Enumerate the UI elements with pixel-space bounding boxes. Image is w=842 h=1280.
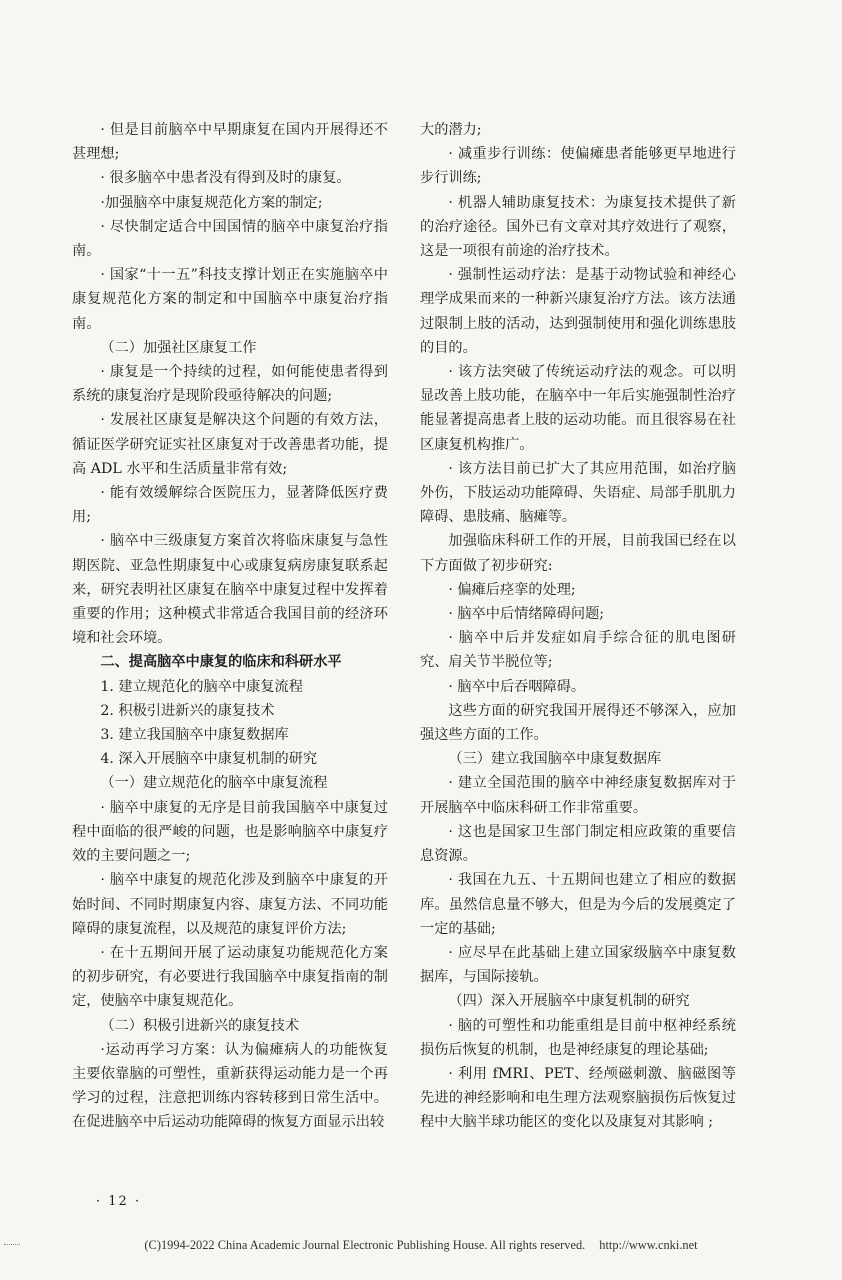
paragraph: ·加强脑卒中康复规范化方案的制定; [100, 194, 323, 211]
paragraph: · 但是目前脑卒中早期康复在国内开展得还不甚理想; [72, 122, 388, 163]
copyright-footer [0, 1238, 842, 1253]
paragraph: · 机器人辅助康复技术：为康复技术提供了新的治疗途径。国外已有文章对其疗效进行了观察，这是一项很有前途的治疗技术。 [420, 194, 736, 260]
paragraph: · 该方法突破了传统运动疗法的观念。可以明显改善上肢功能，在脑卒中一年后实施强制性治疗能显著提高患者上肢的运动功能。而且很容易在社区康复机构推广。 [420, 364, 736, 453]
paragraph: 1. 建立规范化的脑卒中康复流程 [100, 678, 303, 695]
paragraph: · 脑的可塑性和功能重组是目前中枢神经系统损伤后恢复的机制，也是神经康复的理论基础; [420, 1017, 736, 1058]
paragraph: · 我国在九五、十五期间也建立了相应的数据库。虽然信息量不够大，但是为今后的发展奠定了一定的基础; [420, 872, 736, 937]
right-column [420, 118, 736, 1135]
paragraph: 这些方面的研究我国开展得还不够深入，应加强这些方面的工作。 [420, 702, 736, 744]
paragraph: （一）建立规范化的脑卒中康复流程 [100, 775, 328, 792]
paragraph: · 脑卒中康复的无序是目前我国脑卒中康复过程中面临的很严峻的问题，也是影响脑卒中康复疗效的主要问题之一; [72, 799, 388, 865]
left-column [72, 118, 388, 1135]
paragraph: 2. 积极引进新兴的康复技术 [100, 702, 275, 719]
paragraph: · 很多脑卒中患者没有得到及时的康复。 [100, 170, 351, 187]
paragraph: · 偏瘫后痉挛的处理; [448, 581, 576, 598]
paragraph: · 国家“十一五”科技支撑计划正在实施脑卒中康复规范化方案的制定和中国脑卒中康复治疗指南。 [72, 267, 388, 332]
paragraph: 4. 深入开展脑卒中康复机制的研究 [100, 751, 318, 768]
paragraph: 加强临床科研工作的开展，目前我国已经在以下方面做了初步研究: [420, 533, 736, 574]
paragraph: · 康复是一个持续的过程，如何能使患者得到系统的康复治疗是现阶段亟待解决的问题; [72, 364, 388, 405]
paragraph: · 脑卒中康复的规范化涉及到脑卒中康复的开始时间、不同时期康复内容、康复方法、不同功能障碍的康复流程，以及规范的康复评价方法; [72, 872, 388, 937]
paragraph: · 减重步行训练：使偏瘫患者能够更早地进行步行训练; [420, 146, 736, 187]
paragraph: 3. 建立我国脑卒中康复数据库 [100, 727, 289, 744]
paragraph: （三）建立我国脑卒中康复数据库 [448, 751, 662, 768]
paragraph: · 发展社区康复是解决这个问题的有效方法，循证医学研究证实社区康复对于改善患者功能，提高 ADL 水平和生活质量非常有效; [72, 412, 388, 477]
scan-edge-mark [4, 1244, 20, 1247]
paragraph: · 强制性运动疗法：是基于动物试验和神经心理学成果而来的一种新兴康复治疗方法。该方法通过限制上肢的活动，达到强制使用和强化训练患肢的目的。 [420, 267, 736, 356]
footer-url: http://www.cnki.net [599, 1238, 698, 1252]
paragraph: ·运动再学习方案：认为偏瘫病人的功能恢复主要依靠脑的可塑性，重新获得运动能力是一个再学习的过程，注意把训练内容转移到日常生活中。在促进脑卒中后运动功能障碍的恢复方面显示出较 [72, 1041, 388, 1131]
paragraph: · 脑卒中后并发症如肩手综合征的肌电图研究、肩关节半脱位等; [420, 630, 736, 671]
paragraph: · 建立全国范围的脑卒中神经康复数据库对于开展脑卒中临床科研工作非常重要。 [420, 775, 736, 816]
paragraph: （二）加强社区康复工作 [100, 339, 257, 356]
paragraph: （四）深入开展脑卒中康复机制的研究 [448, 993, 690, 1010]
paragraph: · 这也是国家卫生部门制定相应政策的重要信息资源。 [420, 823, 736, 865]
section-heading: 二、提高脑卒中康复的临床和科研水平 [100, 654, 342, 671]
paragraph: （二）积极引进新兴的康复技术 [100, 1017, 300, 1034]
paragraph: 大的潜力; [420, 122, 482, 138]
paragraph: · 该方法目前已扩大了其应用范围，如治疗脑外伤，下肢运动功能障碍、失语症、局部手肌肌力障碍、患肢痛、脑瘫等。 [420, 460, 736, 526]
copyright-text: (C)1994-2022 China Academic Journal Electronic Publishing House. All rights reserved. [144, 1238, 586, 1252]
paragraph: · 脑卒中后情绪障碍问题; [448, 606, 605, 623]
paragraph: · 能有效缓解综合医院压力，显著降低医疗费用; [72, 485, 388, 526]
paragraph: · 脑卒中后吞咽障碍。 [448, 678, 586, 695]
paragraph: · 利用 fMRI、PET、经颅磁刺激、脑磁图等先进的神经影响和电生理方法观察脑损伤后恢复过程中大脑半球功能区的变化以及康复对其影响 ; [420, 1065, 736, 1131]
paragraph: · 脑卒中三级康复方案首次将临床康复与急性期医院、亚急性期康复中心或康复病房康复联系起来，研究表明社区康复在脑卒中康复过程中发挥着重要的作用；这种模式非常适合我国目前的经济环境和社会环境。 [72, 533, 388, 647]
paragraph: · 尽快制定适合中国国情的脑卒中康复治疗指南。 [72, 218, 388, 260]
paragraph: · 在十五期间开展了运动康复功能规范化方案的初步研究，有必要进行我国脑卒中康复指南的制定，使脑卒中康复规范化。 [72, 944, 388, 1010]
page-number: · 12 · [96, 1194, 142, 1209]
paragraph: · 应尽早在此基础上建立国家级脑卒中康复数据库，与国际接轨。 [420, 944, 736, 986]
